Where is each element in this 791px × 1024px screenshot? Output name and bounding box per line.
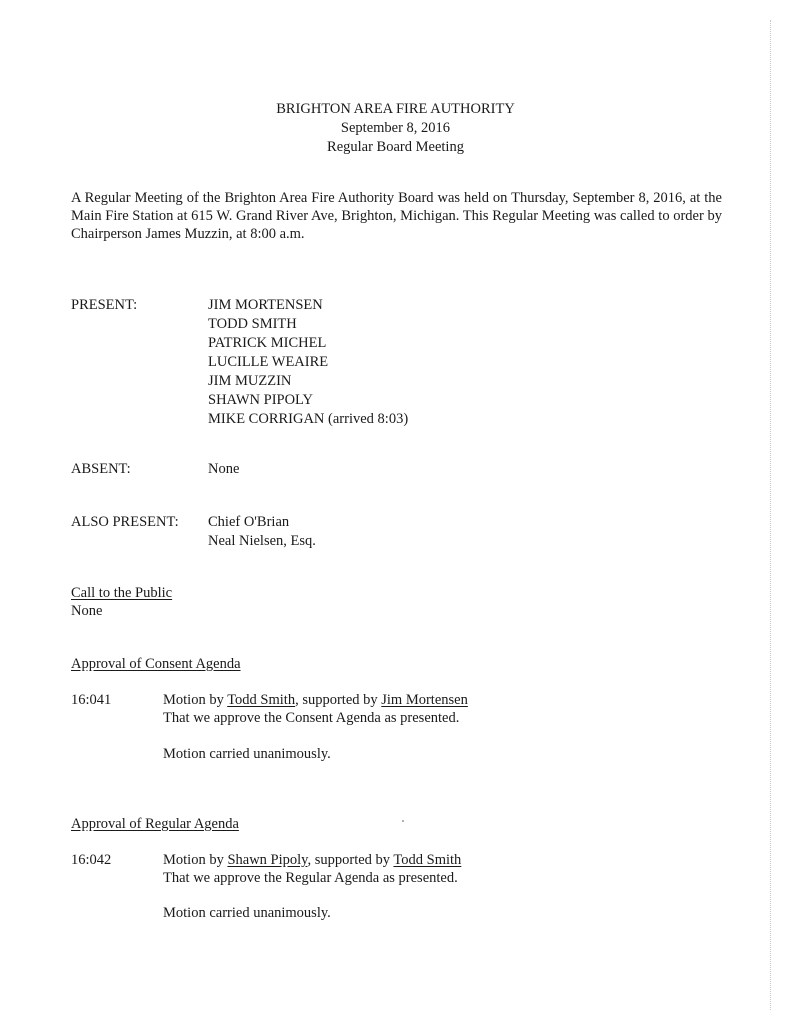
- motion-line: Motion by Shawn Pipoly, supported by Todd Smith: [163, 852, 462, 868]
- motion-number: 16:042: [71, 852, 112, 868]
- also-present-label: ALSO PRESENT:: [71, 514, 179, 530]
- present-member: JIM MORTENSEN: [208, 297, 323, 313]
- motion-line: Motion by Todd Smith, supported by Jim Mortensen: [163, 692, 468, 708]
- motion-number: 16:041: [71, 692, 112, 708]
- absent-label: ABSENT:: [71, 461, 131, 477]
- meeting-type: Regular Board Meeting: [327, 139, 464, 155]
- present-member: JIM MUZZIN: [208, 373, 292, 389]
- mover-name: Shawn Pipoly: [227, 852, 308, 868]
- call-to-public-heading: Call to the Public: [71, 585, 173, 601]
- intro-paragraph: A Regular Meeting of the Brighton Area Fire Authority Board was held on Thursday, September 8, 2016, at the Main Fire Station at 615 W. Grand River Ave, Brighton, Michigan. This Regular Meeting was called to order by Chairperson James Muzzin, at 8:00 a.m.: [71, 190, 722, 242]
- present-member: MIKE CORRIGAN (arrived 8:03): [208, 411, 409, 427]
- absent-value: None: [208, 461, 240, 477]
- regular-agenda-heading: Approval of Regular Agenda: [71, 816, 239, 832]
- also-present-name: Chief O'Brian: [208, 514, 290, 530]
- present-member: PATRICK MICHEL: [208, 335, 327, 351]
- motion-text: That we approve the Consent Agenda as presented.: [163, 710, 460, 726]
- org-title: BRIGHTON AREA FIRE AUTHORITY: [276, 101, 515, 117]
- scan-speck: [402, 820, 404, 822]
- mover-name: Todd Smith: [227, 692, 296, 708]
- present-member: LUCILLE WEAIRE: [208, 354, 329, 370]
- supporter-name: Jim Mortensen: [381, 692, 468, 708]
- present-member: SHAWN PIPOLY: [208, 392, 313, 408]
- meeting-date: September 8, 2016: [340, 120, 451, 136]
- motion-result: Motion carried unanimously.: [163, 905, 331, 921]
- also-present-name: Neal Nielsen, Esq.: [208, 533, 316, 549]
- present-member: TODD SMITH: [208, 316, 297, 332]
- present-label: PRESENT:: [71, 297, 138, 313]
- scan-edge-line: [770, 20, 771, 1010]
- motion-text: That we approve the Regular Agenda as presented.: [163, 870, 458, 886]
- consent-agenda-heading: Approval of Consent Agenda: [71, 656, 241, 672]
- call-to-public-value: None: [71, 603, 103, 619]
- motion-result: Motion carried unanimously.: [163, 746, 331, 762]
- supporter-name: Todd Smith: [393, 852, 462, 868]
